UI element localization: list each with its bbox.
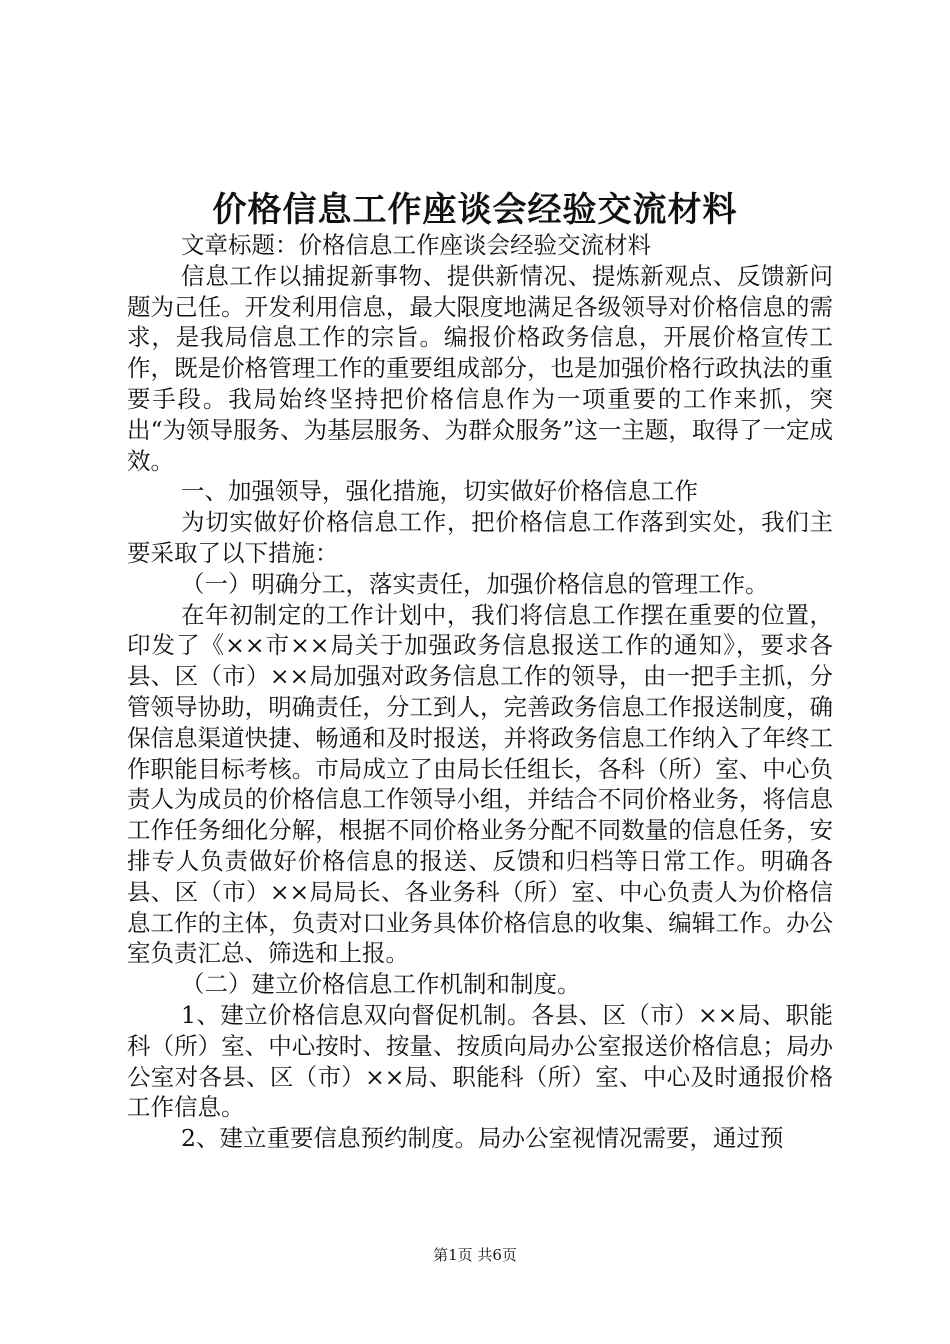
- paragraph-item-2: 2、建立重要信息预约制度。局办公室视情况需要，通过预: [181, 1124, 784, 1153]
- section-heading-1: 一、加强领导，强化措施，切实做好价格信息工作: [181, 477, 699, 506]
- paragraph-division-of-work: 在年初制定的工作计划中，我们将信息工作摆在重要的位置，印发了《××市××局关于加强政务信息报送工作的通知》，要求各县、区（市）××局加强对政务信息工作的领导，由一把手主抓，分管领导协助，明确责任，分工到人，完善政务信息工作报送制度，确保信息渠道快捷、畅通和及时报送，并将政务信息工作纳入了年终工作职能目标考核。市局成立了由局长任组长，各科（所）室、中心负责人为成员的价格信息工作领导小组，并结合不同价格业务，将信息工作任务细化分解，根据不同价格业务分配不同数量的信息任务，安排专人负责做好价格信息的报送、反馈和归档等日常工作。明确各县、区（市）××局局长、各业务科（所）室、中心负责人为价格信息工作的主体，负责对口业务具体价格信息的收集、编辑工作。办公室负责汇总、筛选和上报。: [127, 600, 833, 968]
- paragraph-article-title: 文章标题：价格信息工作座谈会经验交流材料: [181, 231, 652, 259]
- subsection-heading-2: （二）建立价格信息工作机制和制度。: [181, 970, 581, 999]
- document-title: 价格信息工作座谈会经验交流材料: [212, 190, 738, 230]
- paragraph-intro: 信息工作以捕捉新事物、提供新情况、提炼新观点、反馈新问题为己任。开发利用信息，最大限度地满足各级领导对价格信息的需求，是我局信息工作的宗旨。编报价格政务信息，开展价格宣传工作，既是价格管理工作的重要组成部分，也是加强价格行政执法的重要手段。我局始终坚持把价格信息作为一项重要的工作来抓，突出“为领导服务、为基层服务、为群众服务”这一主题，取得了一定成效。: [127, 261, 833, 475]
- paragraph-item-1: 1、建立价格信息双向督促机制。各县、区（市）××局、职能科（所）室、中心按时、按量、按质向局办公室报送价格信息；局办公室对各县、区（市）××局、职能科（所）室、中心及时通报价格工作信息。: [127, 1000, 833, 1122]
- page-footer: 第1页 共6页: [433, 1246, 517, 1264]
- document-body: [127, 230, 833, 1154]
- subsection-heading-1: （一）明确分工，落实责任，加强价格信息的管理工作。: [181, 569, 769, 598]
- paragraph-measures: 为切实做好价格信息工作，把价格信息工作落到实处，我们主要采取了以下措施：: [127, 508, 833, 567]
